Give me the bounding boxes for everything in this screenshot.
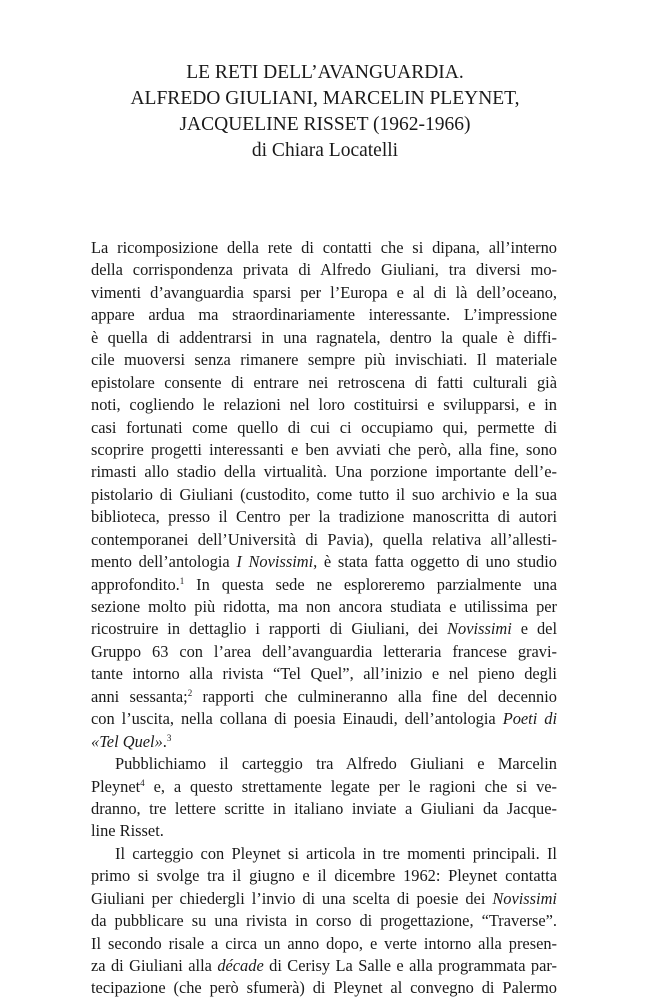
byline: di Chiara Locatelli xyxy=(251,140,399,161)
body-line: con l’uscita, nella collana di poesia Einaudi, dell’antologia Poeti di xyxy=(91,709,557,729)
body-line: za di Giuliani alla décade di Cerisy La Salle e alla programmata par- xyxy=(91,956,557,975)
body-line: Giuliani per chiedergli l’invio di una scelta di poesie dei Novissimi xyxy=(91,888,557,908)
body-line: biblioteca, presso il Centro per la tradizione manoscritta di autori xyxy=(91,507,557,527)
title-line: LE RETI DELL’AVANGUARDIA. xyxy=(186,62,464,83)
body-line: La ricomposizione della rete di contatti che si dipana, all’interno xyxy=(91,238,557,257)
italic-title: I Novissimi xyxy=(236,552,314,572)
body-line: dranno, tre lettere scritte in italiano inviate a Giuliani da Jacque- xyxy=(91,798,557,818)
body-line: Il carteggio con Pleynet si articola in tre momenti principali. Il xyxy=(115,843,557,863)
body-line: è quella di addentrarsi in una ragnatela, dentro la quale è diffi- xyxy=(91,327,557,347)
body-line: vimenti d’avanguardia sparsi per l’Europa e al di là dell’oceano, xyxy=(91,282,557,302)
body-line: rimasti allo stadio della virtualità. Una porzione importante dell’e- xyxy=(91,462,557,482)
body-line: mento dell’antologia I Novissimi, è stata fatta oggetto di uno studio xyxy=(91,552,557,572)
body-line: approfondito.$^1$ In questa sede ne esploreremo parzialmente una xyxy=(91,574,557,594)
footnote-ref: 1 xyxy=(179,575,185,586)
article-body xyxy=(91,237,557,1000)
body-line: anni sessanta;$^2$ rapporti che culmineranno alla fine del decennio xyxy=(91,686,557,706)
body-line: ricostruire in dettaglio i rapporti di Giuliani, dei Novissimi e del xyxy=(91,619,558,639)
italic-title: Novissimi xyxy=(492,888,557,908)
footnote-ref: 4 xyxy=(140,777,145,788)
title-line: JACQUELINE RISSET (1962-1966) xyxy=(179,114,471,135)
body-line: Gruppo 63 con l’area dell’avanguardia letteraria francese gravi- xyxy=(91,641,557,661)
body-line: Il secondo risale a circa un anno dopo, e verte intorno alla presen- xyxy=(91,933,557,953)
body-line: cile muoversi senza rimanere sempre più invischiati. Il materiale xyxy=(91,350,557,370)
body-line: tecipazione (che però sfumerà) di Pleynet al convegno di Palermo xyxy=(91,978,557,998)
body-line: da pubblicare su una rivista in corso di progettazione, “Traverse”. xyxy=(91,911,557,931)
italic-title: Poeti di xyxy=(502,709,557,729)
body-line: Pleynet$^4$ e, a questo strettamente legate per le ragioni che si ve- xyxy=(91,776,557,796)
body-line: contemporanei dell’Università di Pavia), quella relativa all’allesti- xyxy=(91,529,557,549)
body-line: casi fortunati come quello di cui ci occupiamo qui, permette di xyxy=(91,417,557,437)
body-line: noti, cogliendo le relazioni nel loro costituirsi e svilupparsi, e in xyxy=(91,395,557,415)
body-line: epistolare consente di entrare nei retroscena di fatti culturali già xyxy=(91,372,557,392)
title-line: ALFREDO GIULIANI, MARCELIN PLEYNET, xyxy=(130,88,520,109)
body-line: tante intorno alla rivista “Tel Quel”, all’inizio e nel pieno degli xyxy=(91,664,557,684)
body-line: sezione molto più ridotta, ma non ancora studiata e utilissima per xyxy=(91,597,557,616)
footnote-ref: 3 xyxy=(166,732,172,743)
italic-title: décade xyxy=(217,956,264,975)
italic-title: «Tel Quel» xyxy=(91,731,163,751)
body-line: della corrispondenza privata di Alfredo Giuliani, tra diversi mo- xyxy=(91,260,557,280)
article-heading xyxy=(0,60,650,164)
body-line: pistolario di Giuliani (custodito, come tutto il suo archivio e la sua xyxy=(91,484,557,504)
body-line: Pubblichiamo il carteggio tra Alfredo Giuliani e Marcelin xyxy=(115,754,557,774)
italic-title: Novissimi xyxy=(447,619,512,639)
body-line: primo si svolge tra il giugno e il dicembre 1962: Pleynet contatta xyxy=(91,866,557,886)
body-line: scoprire progetti interessanti e ben avviati che però, alla fine, sono xyxy=(91,439,557,459)
footnote-ref: 2 xyxy=(187,687,193,698)
body-line: «Tel Quel».$^3$ xyxy=(91,731,172,751)
body-line: line Risset. xyxy=(91,821,164,841)
body-line: appare ardua ma straordinariamente interessante. L’impressione xyxy=(91,305,557,325)
